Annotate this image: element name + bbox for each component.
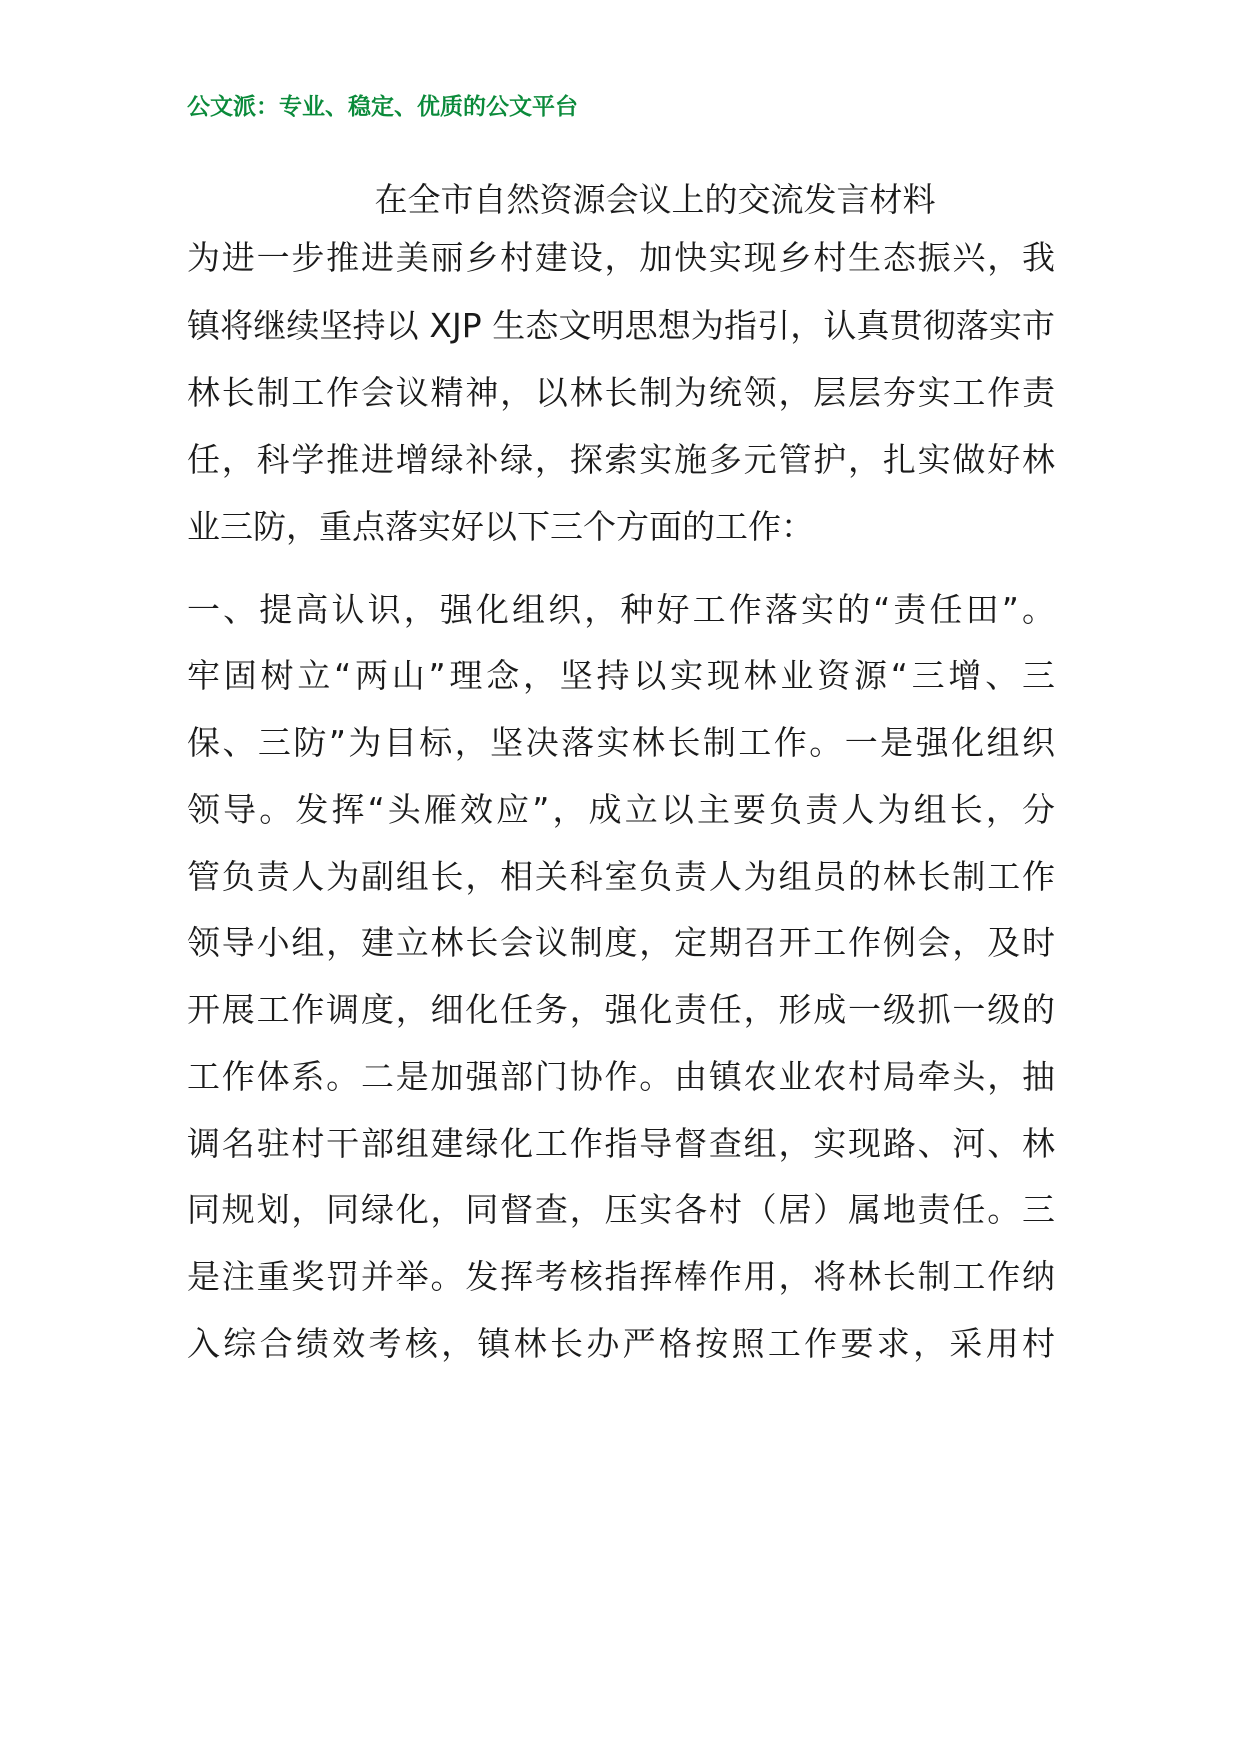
- body-line: 工作体系。二是加强部门协作。由镇农业农村局牵头，抽: [187, 1057, 1055, 1096]
- body-line: 林长制工作会议精神，以林长制为统领，层层夯实工作责: [187, 373, 1055, 412]
- section-heading: 一、提高认识，强化组织，种好工作落实的“责任田”。: [187, 590, 1055, 629]
- body-line: 入综合绩效考核，镇林长办严格按照工作要求，采用村: [187, 1324, 1055, 1363]
- body-line: 任，科学推进增绿补绿，探索实施多元管护，扎实做好林: [187, 440, 1055, 479]
- body-line: 领导。发挥“头雁效应”，成立以主要负责人为组长，分: [187, 790, 1055, 829]
- body-line: 牢固树立“两山”理念，坚持以实现林业资源“三增、三: [187, 656, 1055, 695]
- body-line: 镇将继续坚持以 XJP 生态文明思想为指引，认真贯彻落实市: [187, 306, 1055, 345]
- body-line: 是注重奖罚并举。发挥考核指挥棒作用，将林长制工作纳: [187, 1257, 1055, 1296]
- body-line: 领导小组，建立林长会议制度，定期召开工作例会，及时: [187, 923, 1055, 962]
- body-line: 同规划，同绿化，同督查，压实各村（居）属地责任。三: [187, 1190, 1055, 1229]
- header-banner: 公文派：专业、稳定、优质的公文平台: [187, 94, 578, 120]
- body-line: 为进一步推进美丽乡村建设，加快实现乡村生态振兴，我: [187, 238, 1055, 277]
- body-line: 业三防，重点落实好以下三个方面的工作：: [187, 507, 814, 546]
- body-line: 保、三防”为目标，坚决落实林长制工作。一是强化组织: [187, 723, 1055, 762]
- body-line: 开展工作调度，细化任务，强化责任，形成一级抓一级的: [187, 990, 1055, 1029]
- body-line: 管负责人为副组长，相关科室负责人为组员的林长制工作: [187, 857, 1055, 896]
- body-line: 调名驻村干部组建绿化工作指导督查组，实现路、河、林: [187, 1124, 1055, 1163]
- document-title: 在全市自然资源会议上的交流发言材料: [374, 180, 936, 219]
